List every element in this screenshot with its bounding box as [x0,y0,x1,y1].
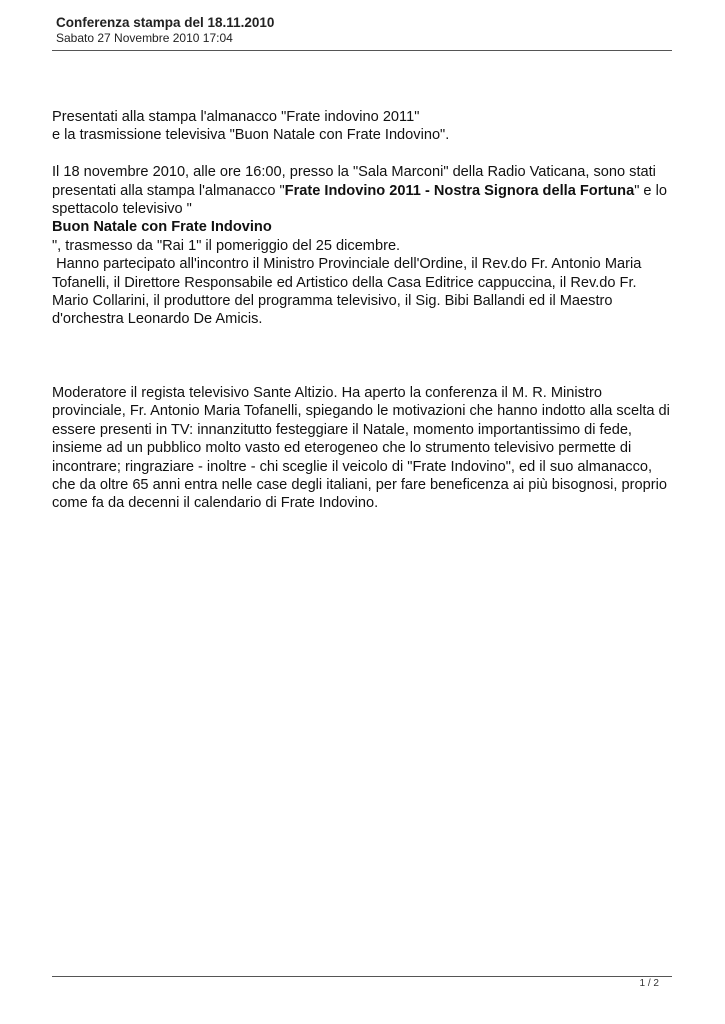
page-number: 1 / 2 [639,978,659,989]
participants-paragraph [52,255,672,329]
show-title [52,218,672,236]
show-title-text: Buon Natale con Frate Indovino [52,219,272,236]
participants-text: Hanno partecipato all'incontro il Ministro Provinciale dell'Ordine, il Rev.do Fr. Antonio Maria Tofanelli, il Direttore Responsabile ed Artistico della Casa Editrice cappuccina, il Rev.do Fr. Mario Collarini, il produttore del programma televisivo, il Sig. Bibi Ballandi ed il Maestro d'orchestra Leonardo De Amicis. [52,256,642,328]
first-paragraph-end: " e lo spettacolo televisivo " [52,182,667,218]
header-divider [52,50,672,51]
broadcast-line: ", trasmesso da "Rai 1" il pomeriggio del 25 dicembre. [52,237,401,254]
paragraph-gap [52,145,672,163]
second-paragraph: Moderatore il regista televisivo Sante Altizio. Ha aperto la conferenza il M. R. Ministro provinciale, Fr. Antonio Maria Tofanelli, spiegando le motivazioni che hanno indotto alla scelta di essere presenti in TV: innanzitutto festeggiare il Natale, momento importantissimo di fede, insieme ad un pubblico molto vasto ed eterogeneo che lo strumento televisivo permette di incontrare; ringraziare - inoltre - chi sceglie il veicolo di "Frate Indovino", ed il suo almanacco, che da oltre 65 anni entra nelle case degli italiani, per fare beneficenza ai più bisognosi, proprio come fa da decenni il calendario di Frate Indovino. [52,385,670,512]
first-paragraph [52,163,672,218]
page-header [56,14,672,46]
document-title: Conferenza stampa del 18.11.2010 [56,15,275,30]
intro-line-1: Presentati alla stampa l'almanacco "Frate indovino 2011" [52,109,420,125]
article-body [52,108,672,513]
almanac-title: Frate Indovino 2011 - Nostra Signora della Fortuna [284,182,635,199]
first-paragraph-start: Il 18 novembre 2010, alle ore 16:00, presso la "Sala Marconi" della Radio Vaticana, sono stati presentati alla stampa l'almanacco " [52,164,656,199]
footer-divider [52,976,672,977]
document-date: Sabato 27 Novembre 2010 17:04 [56,31,233,45]
section-gap [52,329,672,384]
intro-line-2: e la trasmissione televisiva "Buon Natale con Frate Indovino". [52,127,450,144]
